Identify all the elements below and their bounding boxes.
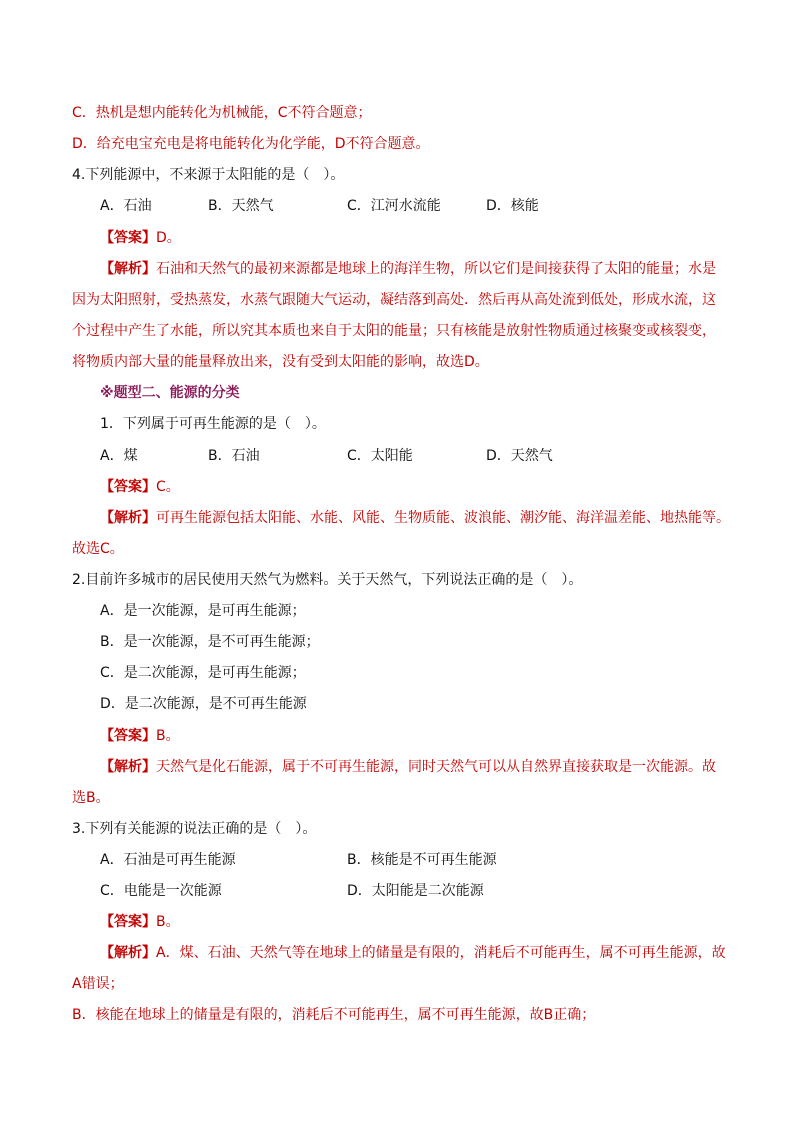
answer-tag: 【答案】 bbox=[100, 230, 156, 246]
s2q2-option-c: C．是二次能源，是可再生能源； bbox=[100, 665, 306, 681]
explanation-tag: 【解析】 bbox=[100, 945, 156, 961]
answer-value: C。 bbox=[156, 479, 180, 495]
question-4: 4.下列能源中，不来源于太阳能的是（ ）。 bbox=[72, 167, 345, 183]
q4-explanation-line-3: 个过程中产生了水能，所以究其本质也来自于太阳的能量；只有核能是放射性物质通过核聚变或核裂变， bbox=[72, 323, 716, 339]
q4-option-a: A．石油 bbox=[100, 198, 152, 214]
q4-option-c: C．江河水流能 bbox=[347, 198, 441, 214]
answer-value: B。 bbox=[156, 914, 180, 930]
s2q1-explanation-line-1 bbox=[100, 508, 760, 528]
s2-question-2: 2.目前许多城市的居民使用天然气为燃料。关于天然气，下列说法正确的是（ ）。 bbox=[72, 572, 583, 588]
explanation-text: 可再生能源包括太阳能、水能、风能、生物质能、波浪能、潮汐能、海洋温差能、地热能等。 bbox=[156, 510, 730, 526]
s2q1-option-b: B．石油 bbox=[208, 448, 260, 464]
answer-value: D。 bbox=[156, 230, 181, 246]
s2q1-option-a: A．煤 bbox=[100, 448, 138, 464]
section-heading: ※题型二、能源的分类 bbox=[100, 385, 240, 401]
s2q1-option-c: C．太阳能 bbox=[347, 448, 413, 464]
explanation-tag: 【解析】 bbox=[100, 261, 156, 277]
q4-option-d: D．核能 bbox=[486, 198, 539, 214]
q4-explanation-line-1 bbox=[100, 259, 760, 279]
explanation-text: 石油和天然气的最初来源都是地球上的海洋生物，所以它们是间接获得了太阳的能量；水是 bbox=[156, 261, 716, 277]
s2q1-explanation-line-2: 故选C。 bbox=[72, 541, 124, 557]
s2q3-explanation-line-2: A错误； bbox=[72, 976, 124, 992]
s2q3-option-a: A．石油是可再生能源 bbox=[100, 852, 236, 868]
s2q1-option-d: D．天然气 bbox=[486, 448, 553, 464]
option-c-explanation: C．热机是想内能转化为机械能，C不符合题意； bbox=[72, 105, 372, 121]
s2q1-answer bbox=[100, 477, 760, 497]
s2-question-3: 3.下列有关能源的说法正确的是（ ）。 bbox=[72, 821, 317, 837]
answer-tag: 【答案】 bbox=[100, 914, 156, 930]
s2q3-explanation-line-3: B．核能在地球上的储量是有限的，消耗后不可能再生，属不可再生能源，故B正确； bbox=[72, 1007, 596, 1023]
s2q3-option-d: D．太阳能是二次能源 bbox=[347, 883, 484, 899]
s2q2-option-a: A．是一次能源，是可再生能源； bbox=[100, 603, 306, 619]
s2q3-option-b: B．核能是不可再生能源 bbox=[347, 852, 497, 868]
q4-explanation-line-2: 因为太阳照射，受热蒸发，水蒸气跟随大气运动，凝结落到高处．然后再从高处流到低处，形成水流，这 bbox=[72, 292, 716, 308]
s2q2-option-d: D．是二次能源，是不可再生能源 bbox=[100, 696, 307, 712]
explanation-text: A．煤、石油、天然气等在地球上的储量是有限的，消耗后不可能再生，属不可再生能源，故 bbox=[156, 945, 726, 961]
option-d-explanation: D．给充电宝充电是将电能转化为化学能，D不符合题意。 bbox=[72, 136, 430, 152]
q4-option-b: B．天然气 bbox=[208, 198, 274, 214]
answer-tag: 【答案】 bbox=[100, 728, 156, 744]
q4-answer bbox=[100, 228, 760, 248]
explanation-tag: 【解析】 bbox=[100, 510, 156, 526]
q4-explanation-line-4: 将物质内部大量的能量释放出来，没有受到太阳能的影响，故选D。 bbox=[72, 354, 489, 370]
answer-tag: 【答案】 bbox=[100, 479, 156, 495]
explanation-text: 天然气是化石能源，属于不可再生能源，同时天然气可以从自然界直接获取是一次能源。故 bbox=[156, 759, 716, 775]
s2q2-answer bbox=[100, 726, 760, 746]
s2q2-explanation-line-2: 选B。 bbox=[72, 790, 110, 806]
s2q3-option-c: C．电能是一次能源 bbox=[100, 883, 222, 899]
s2q2-option-b: B．是一次能源，是不可再生能源； bbox=[100, 634, 320, 650]
s2q3-answer bbox=[100, 912, 760, 932]
s2q3-explanation-line-1 bbox=[100, 943, 760, 963]
s2q2-explanation-line-1 bbox=[100, 757, 760, 777]
answer-value: B。 bbox=[156, 728, 180, 744]
s2-question-1: 1．下列属于可再生能源的是（ ）。 bbox=[100, 416, 326, 432]
explanation-tag: 【解析】 bbox=[100, 759, 156, 775]
